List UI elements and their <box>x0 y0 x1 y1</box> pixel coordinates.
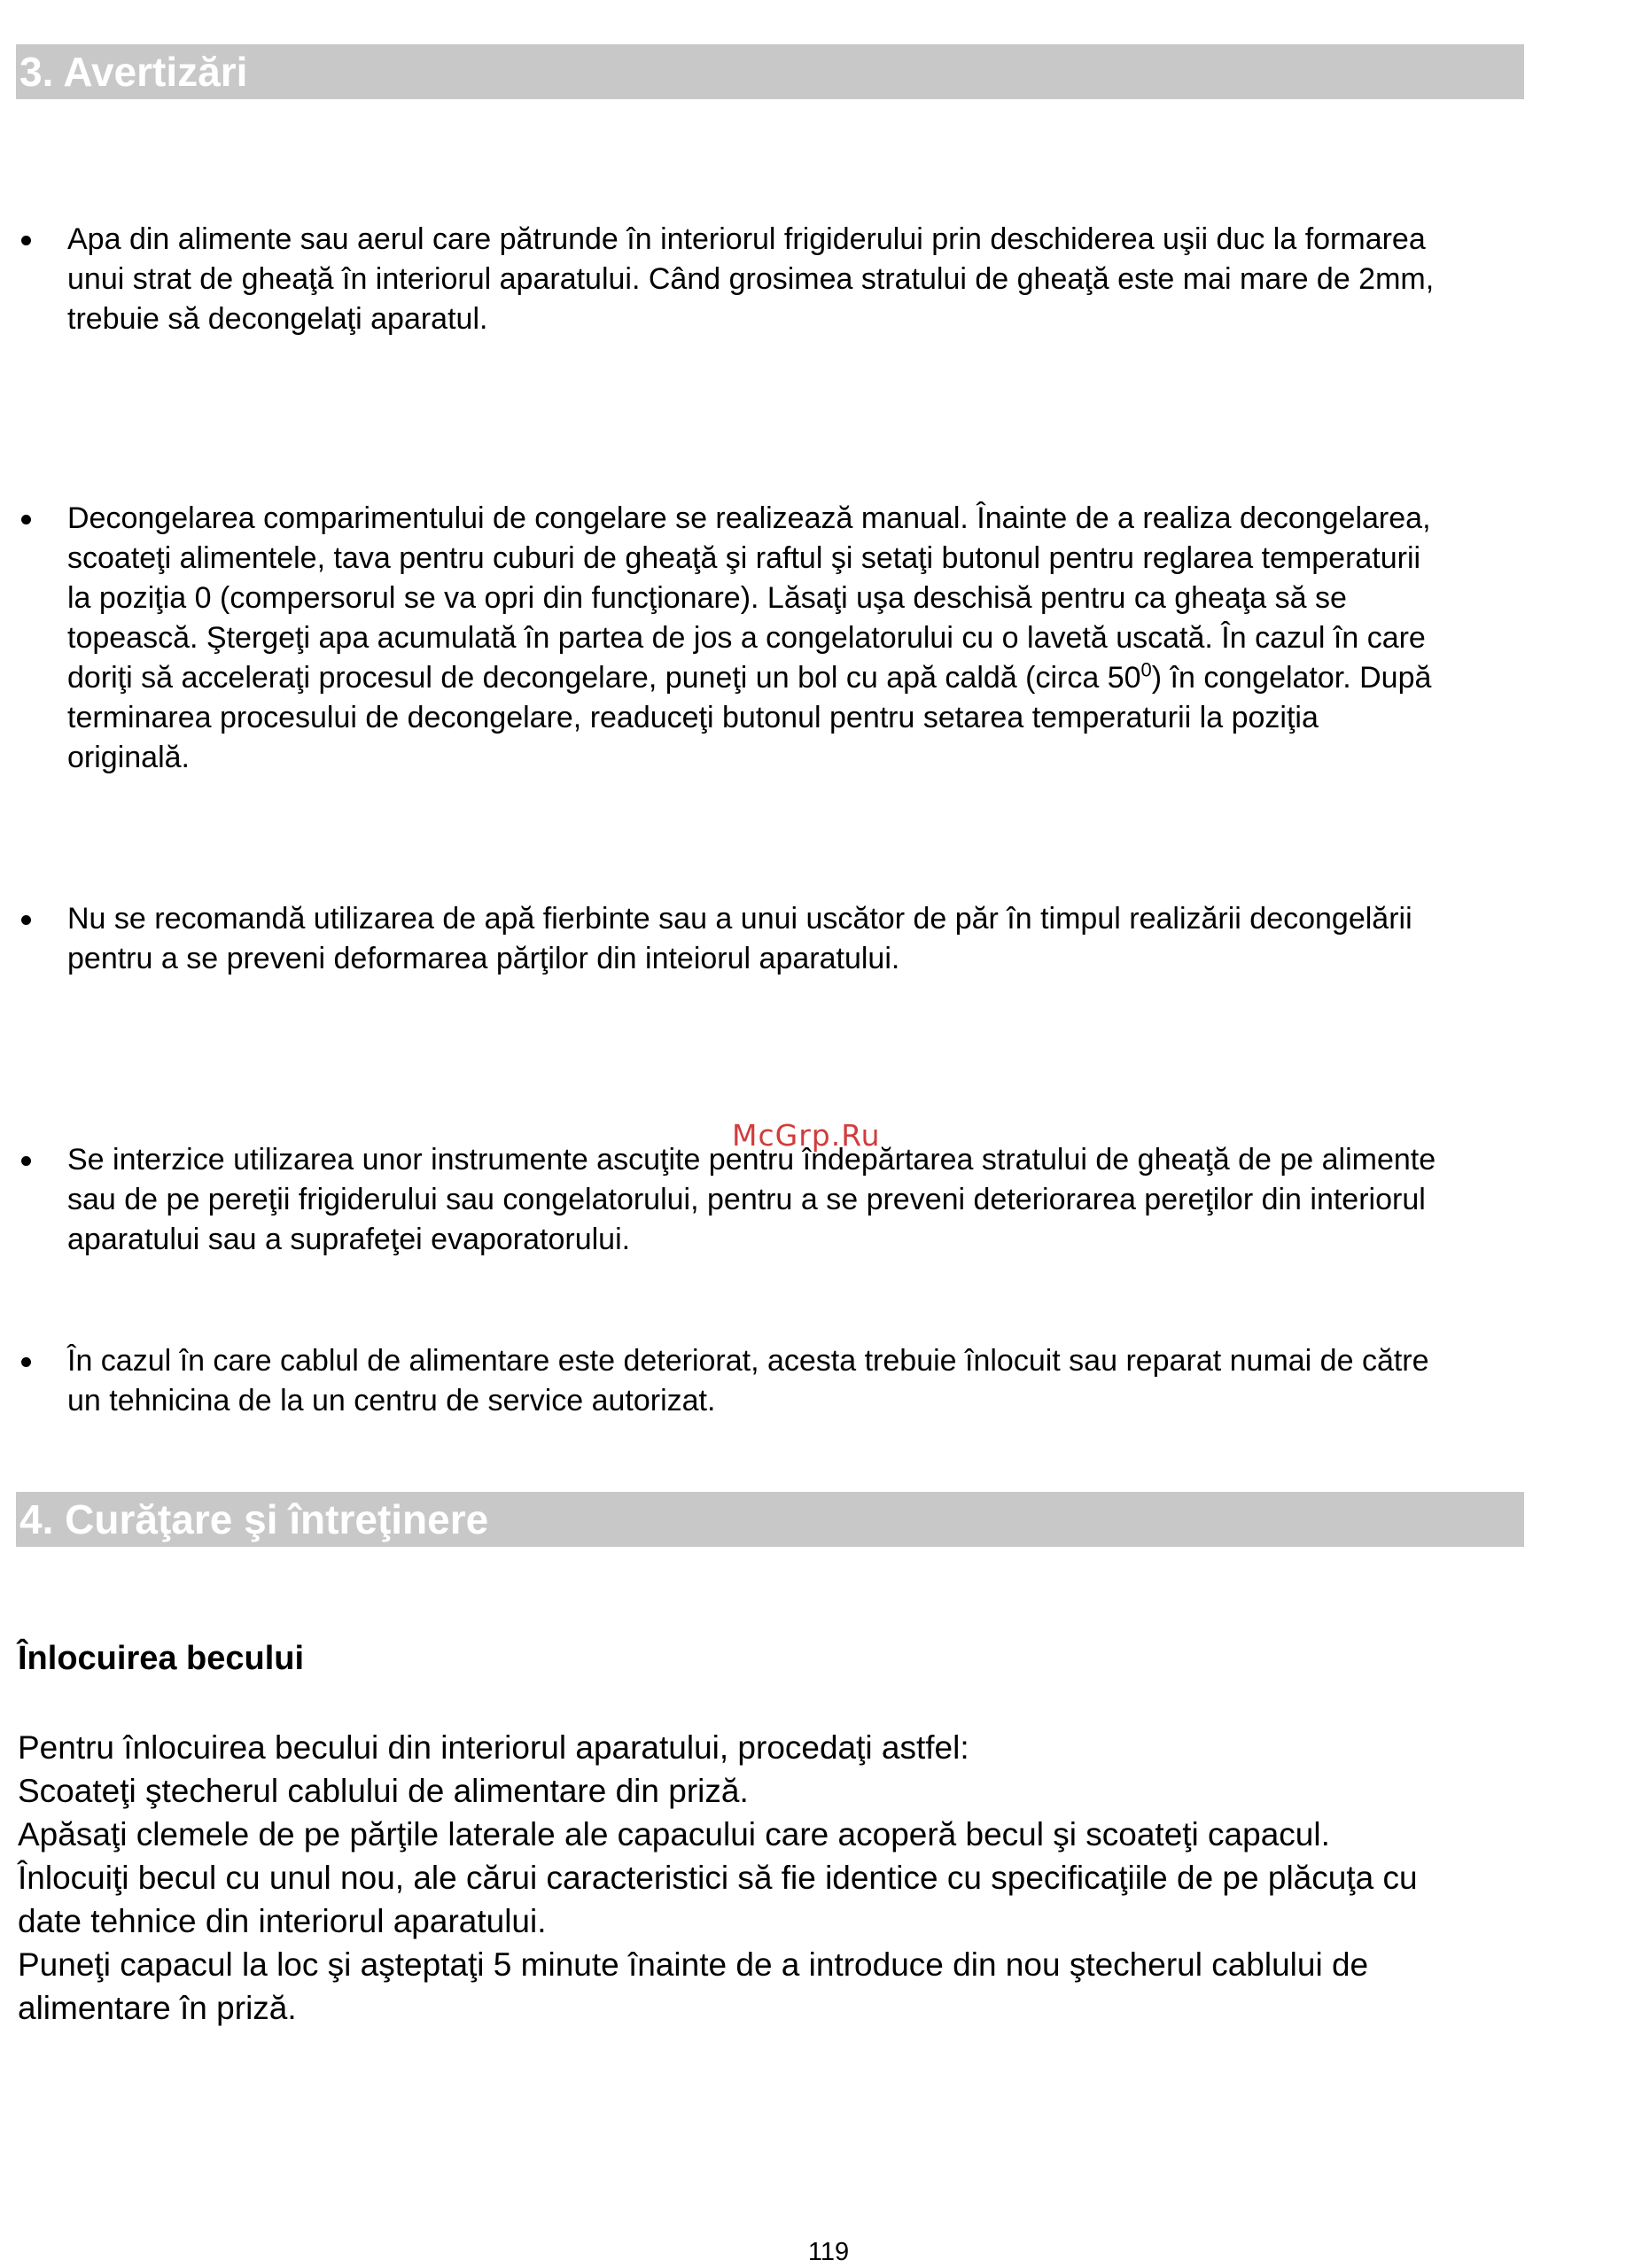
instruction-line: date tehnice din interiorul aparatului. <box>18 1903 547 1939</box>
text-line: Se interzice utilizarea unor instrumente ascuţite pentru îndepărtarea stratului de gheaţă de pe alimente <box>67 1143 1436 1177</box>
instruction-line: Puneţi capacul la loc şi aşteptaţi 5 minute înainte de a introduce din nou ştecherul cablului de <box>18 1946 1369 1983</box>
text-line: terminarea procesului de decongelare, readuceţi butonul pentru setarea temperaturii la poziţia <box>67 701 1319 734</box>
text-line: un tehnicina de la un centru de service autorizat. <box>67 1384 716 1418</box>
watermark-logo: McGrp.Ru <box>732 1118 881 1153</box>
instruction-line: Apăsaţi clemele de pe părţile laterale ale capacului care acoperă becul şi scoateţi capacul. <box>18 1816 1330 1852</box>
section-header-cleaning <box>16 1492 1524 1547</box>
section-title-warnings: 3. Avertizări <box>19 49 248 95</box>
text-line: sau de pe pereţii frigiderului sau congelatorului, pentru a se preveni deteriorarea pereţilor din interiorul <box>67 1183 1426 1216</box>
text-line: Decongelarea comparimentului de congelare se realizează manual. Înainte de a realiza decongelarea, <box>67 501 1431 535</box>
bulb-replacement-instructions <box>18 1726 1630 2030</box>
warning-item-4-text <box>67 1140 1634 1260</box>
warning-item-3-text <box>67 899 1634 979</box>
warning-item-1-text <box>67 220 1634 339</box>
warning-item-2-text <box>67 499 1634 778</box>
instruction-line: Scoateţi ştecherul cablului de alimentare din priză. <box>18 1773 749 1809</box>
warning-item-5-text <box>67 1341 1634 1421</box>
text-line: În cazul în care cablul de alimentare este deteriorat, acesta trebuie înlocuit sau reparat numai de către <box>67 1344 1429 1378</box>
text-line: topească. Ştergeţi apa acumulată în partea de jos a congelatorului cu o lavetă uscată. În cazul în care <box>67 621 1426 655</box>
text-line: scoateţi alimentele, tava pentru cuburi de gheaţă şi raftul şi setaţi butonul pentru reglarea temperaturii <box>67 541 1421 575</box>
instruction-line: alimentare în priză. <box>18 1990 297 2026</box>
text-line: pentru a se preveni deformarea părţilor din inteiorul aparatului. <box>67 942 900 975</box>
text-line: unui strat de gheaţă în interiorul aparatului. Când grosimea stratului de gheaţă este mai mare de 2mm, <box>67 262 1435 296</box>
instruction-line: Înlocuiţi becul cu unul nou, ale cărui caracteristici să fie identice cu specificaţiile de pe plăcuţa cu <box>18 1860 1418 1896</box>
text-line: aparatului sau a suprafeţei evaporatorului. <box>67 1223 631 1256</box>
text-fragment: ) în congelator. După <box>1151 661 1432 695</box>
page-number: 119 <box>807 2238 850 2266</box>
superscript-degree: 0 <box>1140 658 1152 681</box>
section-title-cleaning: 4. Curăţare şi întreţinere <box>19 1496 489 1542</box>
text-line-with-superscript <box>67 658 1634 698</box>
text-line: trebuie să decongelaţi aparatul. <box>67 302 488 336</box>
text-line: Apa din alimente sau aerul care pătrunde în interiorul frigiderului prin deschiderea uşii duc la formarea <box>67 222 1426 256</box>
text-line: Nu se recomandă utilizarea de apă fierbinte sau a unui uscător de păr în timpul realizării decongelării <box>67 902 1412 936</box>
text-fragment: doriţi să acceleraţi procesul de decongelare, puneţi un bol cu apă caldă (circa 50 <box>67 661 1141 695</box>
text-line: originală. <box>67 741 190 774</box>
section-header-warnings <box>16 44 1524 99</box>
instruction-line: Pentru înlocuirea becului din interiorul aparatului, procedaţi astfel: <box>18 1729 969 1766</box>
subheading-bulb-replacement: Înlocuirea becului <box>18 1640 305 1677</box>
text-line: la poziţia 0 (compersorul se va opri din funcţionare). Lăsaţi uşa deschisă pentru ca gheaţa să se <box>67 581 1347 615</box>
